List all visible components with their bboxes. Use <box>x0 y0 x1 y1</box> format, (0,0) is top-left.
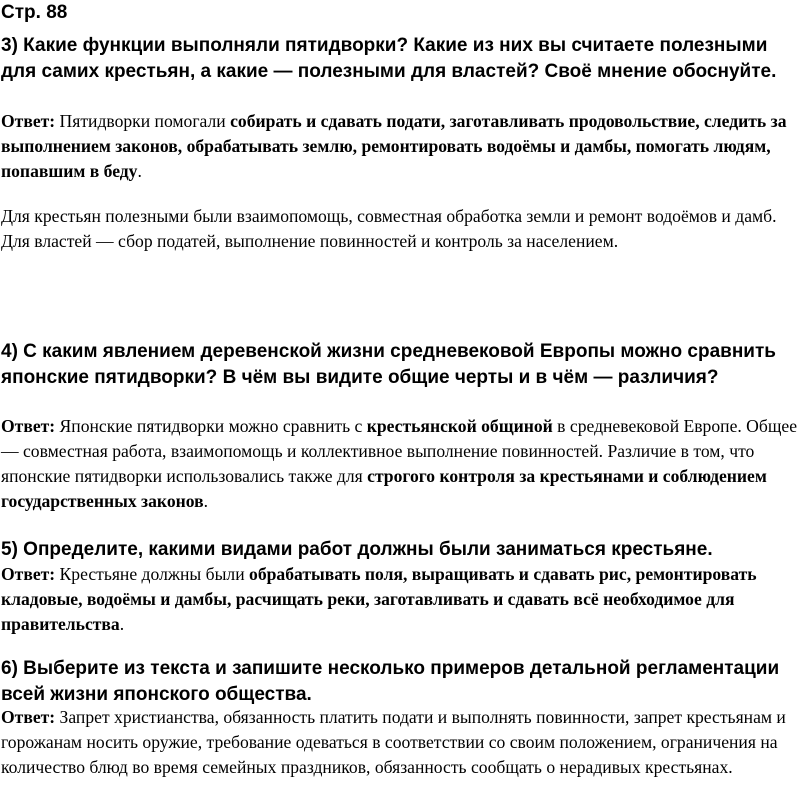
answer-text: Запрет христианства, обязанность платить подати и выполнять повинности, запрет крестьянам и горожанам носить оружие, требование одеваться в соответствии со своим положением, ограничения на количество блюд во время семейных праздников, обязанность сообщать о нерадивых крестьянах. <box>1 707 786 777</box>
question-3-answer <box>1 109 801 184</box>
question-4-answer <box>1 414 801 514</box>
answer-highlight: строгого контроля за крестьянами и соблюдением государственных законов <box>1 466 767 511</box>
answer-text: Крестьяне должны были <box>55 564 250 584</box>
answer-text: . <box>119 614 125 634</box>
answer-label: Ответ: <box>1 707 56 727</box>
answer-highlight: собирать и сдавать подати, заготавливать продовольствие, следить за выполнением законов, обрабатывать землю, ремонтировать водоёмы и дамбы, помогать людям, попавшим в беду <box>1 111 787 181</box>
question-5-answer <box>1 562 801 637</box>
answer-highlight: крестьянской общиной <box>366 416 553 436</box>
answer-text: в средневековой Европе. Общее — совместная работа, взаимопомощь и коллективное выполнение повинностей. Различие в том, что японские пятидворки использовались также для <box>1 416 797 486</box>
question-3-title: 3) Какие функции выполняли пятидворки? Какие из них вы считаете полезными для самих крестьян, а какие — полезными для властей? Своё мнение обоснуйте. <box>1 35 777 82</box>
answer-label: Ответ: <box>1 564 56 584</box>
question-5-title: 5) Определите, какими видами работ должны были заниматься крестьяне. <box>1 539 713 560</box>
answer-label: Ответ: <box>1 111 56 131</box>
answer-text: Японские пятидворки можно сравнить с <box>55 416 367 436</box>
answer-label: Ответ: <box>1 416 56 436</box>
page-number: Стр. 88 <box>1 2 68 23</box>
answer-text: . <box>137 161 142 181</box>
question-6-title: 6) Выберите из текста и запишите несколько примеров детальной регламентации всей жизни японского общества. <box>1 658 780 705</box>
question-4-title: 4) С каким явлением деревенской жизни средневековой Европы можно сравнить японские пятидворки? В чём вы видите общие черты и в чём — различия? <box>1 341 776 388</box>
answer-highlight: обрабатывать поля, выращивать и сдавать рис, ремонтировать кладовые, водоёмы и дамбы, расчищать реки, заготавливать и сдавать всё необходимое для правительства <box>1 564 757 634</box>
answer-text: . <box>203 491 209 511</box>
answer-text: Пятидворки помогали <box>55 111 231 131</box>
question-3-extra-paragraph: Для крестьян полезными были взаимопомощь, совместная обработка земли и ремонт водоёмов и дамб. Для властей — сбор податей, выполнение повинностей и контроль за населением. <box>1 206 777 251</box>
question-6-answer <box>1 705 801 780</box>
